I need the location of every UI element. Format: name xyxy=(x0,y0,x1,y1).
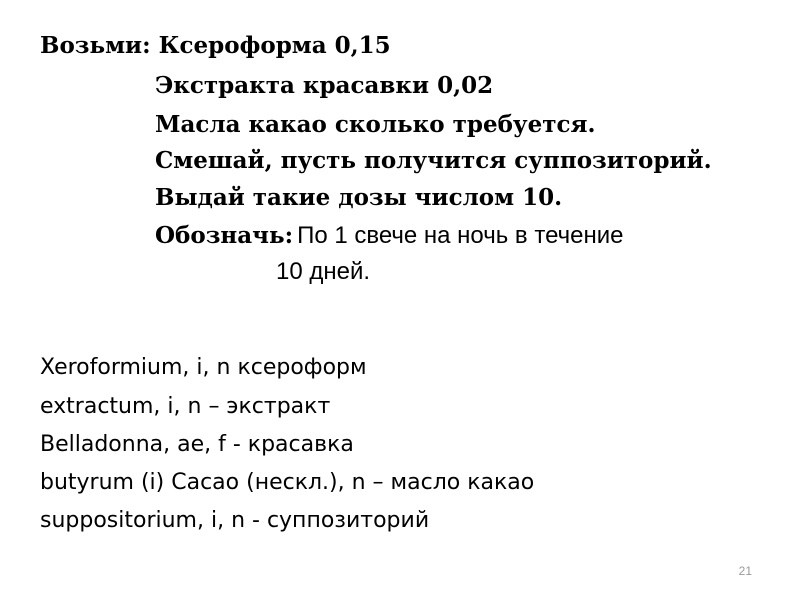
recipe-line-1 xyxy=(40,34,391,57)
vocab-item-xeroformium: Xeroformium, i, n ксероформ xyxy=(40,355,367,380)
vocab-item-belladonna: Belladonna, ae, f - красавка xyxy=(40,432,354,457)
recipe-prefix: Возьми: xyxy=(40,32,151,59)
signa-label: Обозначь: xyxy=(155,222,294,249)
recipe-instruction-mix: Смешай, пусть получится суппозиторий. xyxy=(155,147,712,174)
page-number: 21 xyxy=(738,564,752,578)
recipe-signa xyxy=(155,224,623,248)
recipe-ingredient-2: Экстракта красавки 0,02 xyxy=(155,72,494,99)
signa-text: По 1 свече на ночь в течение xyxy=(297,222,624,249)
vocab-item-butyrum: butyrum (i) Cacao (нескл.), n – масло какао xyxy=(40,470,535,495)
recipe-ingredient-3: Масла какао сколько требуется. xyxy=(155,111,596,138)
vocab-item-extractum: extractum, i, n – экстракт xyxy=(40,394,331,419)
vocab-item-suppositorium: suppositorium, i, n - суппозиторий xyxy=(40,508,430,533)
recipe-instruction-dispense: Выдай такие дозы числом 10. xyxy=(155,184,563,211)
signa-text-continued: 10 дней. xyxy=(276,258,371,285)
recipe-ingredient-1: Ксероформа 0,15 xyxy=(158,32,391,59)
